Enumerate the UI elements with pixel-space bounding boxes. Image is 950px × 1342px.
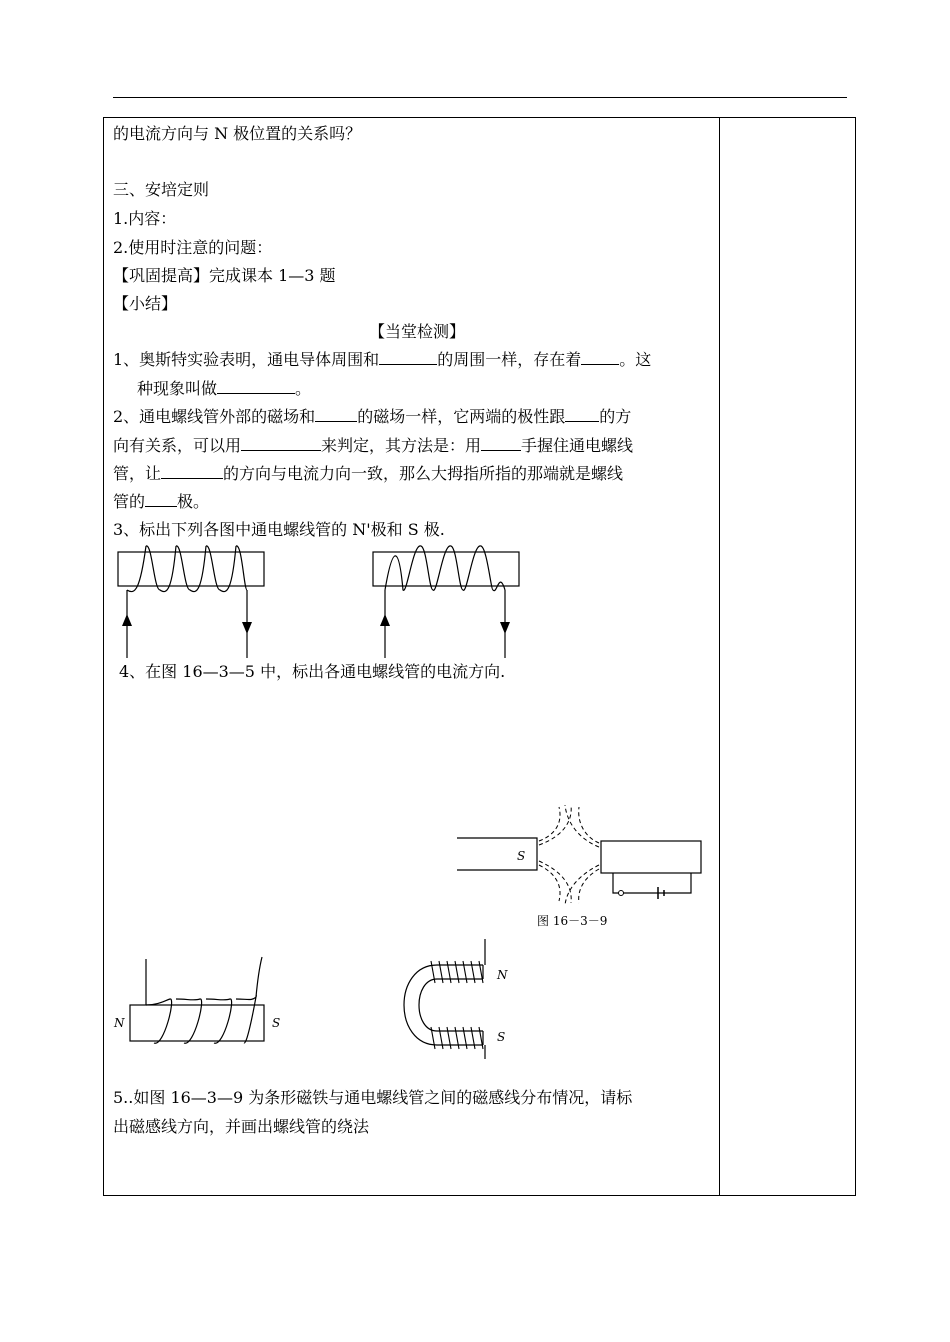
pole-label-n: N [114,1016,125,1030]
section-heading: 三、安培定则 [113,180,210,199]
question-2: 2、通电螺线管外部的磁场和 的磁场一样，它两端的极性跟 的方 [113,407,632,426]
pole-label-s: S [272,1016,281,1030]
question-5-cont: 出磁感线方向，并画出螺线管的绕法 [113,1117,370,1136]
table-column-divider [719,117,720,1196]
question-5: 5..如图 16—3—9 为条形磁铁与通电螺线管之间的磁感线分布情况，请标 [113,1088,633,1107]
pole-label-s: S [517,849,526,863]
figure-caption: 图 16－3－9 [537,914,608,928]
text-line: 【小结】 [113,294,178,313]
figure-16-3-9 [455,805,707,930]
question-2-cont: 管的 极。 [113,492,210,511]
question-3: 3、标出下列各图中通电螺线管的 N'极和 S 极. [113,520,445,539]
solenoid-figure-2 [365,540,535,660]
u-solenoid-figure [375,935,515,1060]
question-2-cont: 管，让 的方向与电流力向一致，那么大拇指所指的那端就是螺线 [113,464,624,483]
pole-label-s: S [497,1030,506,1044]
text-line: 【巩固提高】完成课本 1—3 题 [113,266,336,285]
test-title: 【当堂检测】 [368,322,465,341]
solenoid-figure-3 [110,955,290,1055]
text-line: 2.使用时注意的问题： [113,238,273,257]
question-4: 4、在图 16—3—5 中，标出各通电螺线管的电流方向. [119,662,506,681]
question-1: 1、奥斯特实验表明，通电导体周围和 的周围一样，存在着 。这 [113,350,652,369]
text-line: 1.内容： [113,209,177,228]
pole-label-n: N [497,968,508,982]
question-2-cont: 向有关系，可以用 来判定，其方法是：用 手握住通电螺线 [113,436,634,455]
header-rule [113,97,847,98]
text-line: 的电流方向与 N 极位置的关系吗？ [113,124,362,143]
solenoid-figure-1 [110,540,280,660]
question-1-cont: 种现象叫做 。 [137,379,312,398]
